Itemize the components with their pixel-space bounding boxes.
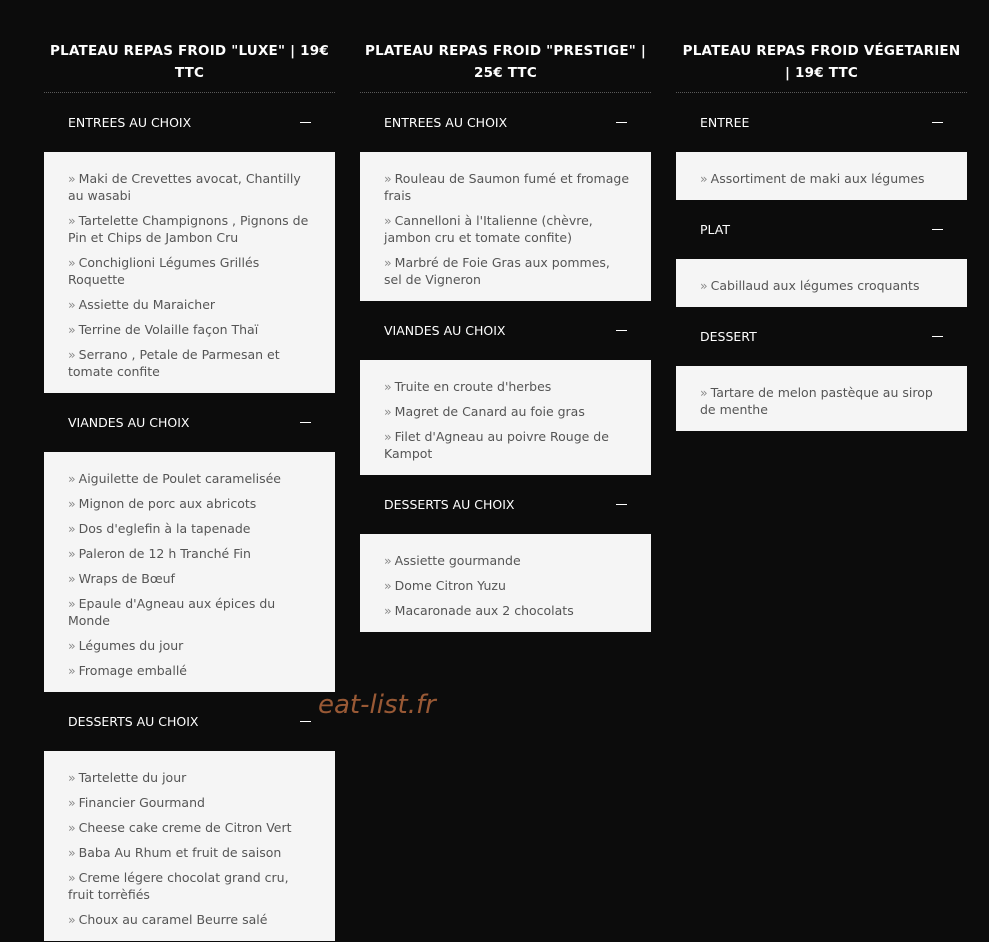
menu-item-text: Dome Citron Yuzu xyxy=(394,578,506,593)
menu-item-text: Assortiment de maki aux légumes xyxy=(710,171,925,186)
menu-item xyxy=(68,545,315,562)
menu-item xyxy=(384,577,631,594)
menu-item xyxy=(68,637,315,654)
menu-column-luxe xyxy=(44,0,335,941)
menu-item xyxy=(384,428,631,462)
bullet-icon: » xyxy=(700,278,708,293)
accordion-panel xyxy=(44,751,335,941)
menu-item-text: Rouleau de Saumon fumé et fromage frais xyxy=(384,171,630,203)
column-title: PLATEAU REPAS FROID "PRESTIGE" | 25€ TTC xyxy=(360,0,651,93)
menu-item-text: Mignon de porc aux abricots xyxy=(78,496,257,511)
bullet-icon: » xyxy=(700,385,708,400)
menu-item-text: Aiguilette de Poulet caramelisée xyxy=(78,471,281,486)
menu-item xyxy=(384,552,631,569)
accordion-header[interactable] xyxy=(360,301,651,360)
column-title: PLATEAU REPAS FROID VÉGETARIEN | 19€ TTC xyxy=(676,0,967,93)
menu-item-text: Baba Au Rhum et fruit de saison xyxy=(78,845,282,860)
bullet-icon: » xyxy=(384,578,392,593)
menu-item xyxy=(68,495,315,512)
accordion-panel xyxy=(44,152,335,393)
menu-item-text: Macaronade aux 2 chocolats xyxy=(394,603,574,618)
bullet-icon: » xyxy=(68,347,76,362)
accordion-header-label: VIANDES AU CHOIX xyxy=(384,323,506,338)
menu-item-text: Cabillaud aux légumes croquants xyxy=(710,278,920,293)
accordion-header-label: PLAT xyxy=(700,222,731,237)
bullet-icon: » xyxy=(384,379,392,394)
minus-icon[interactable] xyxy=(932,229,943,231)
menu-item xyxy=(68,794,315,811)
accordion-header[interactable] xyxy=(676,200,967,259)
accordion-panel xyxy=(44,452,335,692)
menu-item xyxy=(68,212,315,246)
menu-item-text: Serrano , Petale de Parmesan et tomate confite xyxy=(68,347,280,379)
minus-icon[interactable] xyxy=(616,330,627,332)
menu-item xyxy=(384,378,631,395)
minus-icon[interactable] xyxy=(300,422,311,424)
bullet-icon: » xyxy=(68,638,76,653)
menu-item xyxy=(68,170,315,204)
menu-item-text: Tartare de melon pastèque au sirop de menthe xyxy=(700,385,933,417)
menu-item-text: Paleron de 12 h Tranché Fin xyxy=(78,546,251,561)
menu-item xyxy=(384,602,631,619)
menu-item-text: Dos d'eglefin à la tapenade xyxy=(78,521,251,536)
bullet-icon: » xyxy=(384,603,392,618)
accordion-panel xyxy=(676,259,967,307)
bullet-icon: » xyxy=(700,171,708,186)
accordion-panel xyxy=(676,152,967,200)
menu-item xyxy=(68,254,315,288)
accordion-header[interactable] xyxy=(360,93,651,152)
menu-item-text: Truite en croute d'herbes xyxy=(394,379,552,394)
menu-item-text: Wraps de Bœuf xyxy=(78,571,175,586)
menu-column-prestige xyxy=(360,0,651,632)
accordion-header-label: ENTREES AU CHOIX xyxy=(68,115,192,130)
menu-item-text: Cheese cake creme de Citron Vert xyxy=(78,820,292,835)
menu-item xyxy=(68,595,315,629)
accordion-header-label: DESSERTS AU CHOIX xyxy=(68,714,199,729)
accordion-header[interactable] xyxy=(44,93,335,152)
menu-item xyxy=(384,403,631,420)
minus-icon[interactable] xyxy=(300,721,311,723)
menu-item-text: Epaule d'Agneau aux épices du Monde xyxy=(68,596,276,628)
menu-item xyxy=(68,869,315,903)
menu-item xyxy=(700,384,947,418)
menu-item-text: Tartelette du jour xyxy=(78,770,187,785)
bullet-icon: » xyxy=(384,553,392,568)
accordion-panel xyxy=(360,360,651,475)
minus-icon[interactable] xyxy=(616,504,627,506)
accordion-panel xyxy=(360,534,651,632)
accordion-header[interactable] xyxy=(676,307,967,366)
menu-item-text: Légumes du jour xyxy=(78,638,184,653)
menu-item xyxy=(68,819,315,836)
menu-item xyxy=(700,170,947,187)
bullet-icon: » xyxy=(68,912,76,927)
bullet-icon: » xyxy=(68,571,76,586)
bullet-icon: » xyxy=(68,297,76,312)
minus-icon[interactable] xyxy=(932,336,943,338)
accordion-header[interactable] xyxy=(44,692,335,751)
menu-column-vegetarien xyxy=(676,0,967,431)
bullet-icon: » xyxy=(68,663,76,678)
accordion-header[interactable] xyxy=(360,475,651,534)
bullet-icon: » xyxy=(68,546,76,561)
accordion-header-label: ENTREES AU CHOIX xyxy=(384,115,508,130)
minus-icon[interactable] xyxy=(300,122,311,124)
accordion-header-label: VIANDES AU CHOIX xyxy=(68,415,190,430)
menu-item-text: Magret de Canard au foie gras xyxy=(394,404,585,419)
accordion-header-label: ENTREE xyxy=(700,115,750,130)
menu-item-text: Assiette gourmande xyxy=(394,553,521,568)
accordion-header-label: DESSERT xyxy=(700,329,757,344)
bullet-icon: » xyxy=(68,171,76,186)
menu-item-text: Financier Gourmand xyxy=(78,795,205,810)
menu-item xyxy=(700,277,947,294)
accordion-header[interactable] xyxy=(676,93,967,152)
accordion-panel xyxy=(360,152,651,301)
menu-item-text: Choux au caramel Beurre salé xyxy=(78,912,268,927)
bullet-icon: » xyxy=(384,429,392,444)
menu-item xyxy=(68,769,315,786)
accordion-panel xyxy=(676,366,967,431)
bullet-icon: » xyxy=(384,255,392,270)
menu-item-text: Conchiglioni Légumes Grillés Roquette xyxy=(68,255,260,287)
bullet-icon: » xyxy=(68,213,76,228)
menu-item xyxy=(68,662,315,679)
menu-item xyxy=(68,844,315,861)
accordion-header-label: DESSERTS AU CHOIX xyxy=(384,497,515,512)
bullet-icon: » xyxy=(68,795,76,810)
bullet-icon: » xyxy=(384,171,392,186)
bullet-icon: » xyxy=(68,770,76,785)
menu-item xyxy=(68,470,315,487)
minus-icon[interactable] xyxy=(616,122,627,124)
bullet-icon: » xyxy=(384,213,392,228)
column-title: PLATEAU REPAS FROID "LUXE" | 19€ TTC xyxy=(44,0,335,93)
menu-item-text: Fromage emballé xyxy=(78,663,187,678)
menu-item xyxy=(384,212,631,246)
menu-item-text: Cannelloni à l'Italienne (chèvre, jambon cru et tomate confite) xyxy=(384,213,593,245)
menu-item-text: Marbré de Foie Gras aux pommes, sel de Vigneron xyxy=(384,255,610,287)
menu-item xyxy=(68,321,315,338)
menu-item xyxy=(68,520,315,537)
menu-item xyxy=(68,570,315,587)
bullet-icon: » xyxy=(68,870,76,885)
minus-icon[interactable] xyxy=(932,122,943,124)
accordion-header[interactable] xyxy=(44,393,335,452)
bullet-icon: » xyxy=(68,496,76,511)
menu-item-text: Creme légere chocolat grand cru, fruit torrèfiés xyxy=(68,870,289,902)
watermark: eat-list.fr xyxy=(318,690,436,720)
bullet-icon: » xyxy=(68,471,76,486)
menu-item-text: Assiette du Maraicher xyxy=(78,297,216,312)
menu-item-text: Tartelette Champignons , Pignons de Pin et Chips de Jambon Cru xyxy=(68,213,309,245)
bullet-icon: » xyxy=(68,845,76,860)
menu-item xyxy=(68,911,315,928)
menu-item xyxy=(384,254,631,288)
menu-item-text: Filet d'Agneau au poivre Rouge de Kampot xyxy=(384,429,609,461)
menu-item-text: Terrine de Volaille façon Thaï xyxy=(78,322,259,337)
menu-item xyxy=(68,346,315,380)
bullet-icon: » xyxy=(68,322,76,337)
bullet-icon: » xyxy=(68,596,76,611)
menu-item-text: Maki de Crevettes avocat, Chantilly au wasabi xyxy=(68,171,301,203)
bullet-icon: » xyxy=(68,255,76,270)
bullet-icon: » xyxy=(68,521,76,536)
bullet-icon: » xyxy=(68,820,76,835)
menu-item xyxy=(384,170,631,204)
bullet-icon: » xyxy=(384,404,392,419)
menu-item xyxy=(68,296,315,313)
